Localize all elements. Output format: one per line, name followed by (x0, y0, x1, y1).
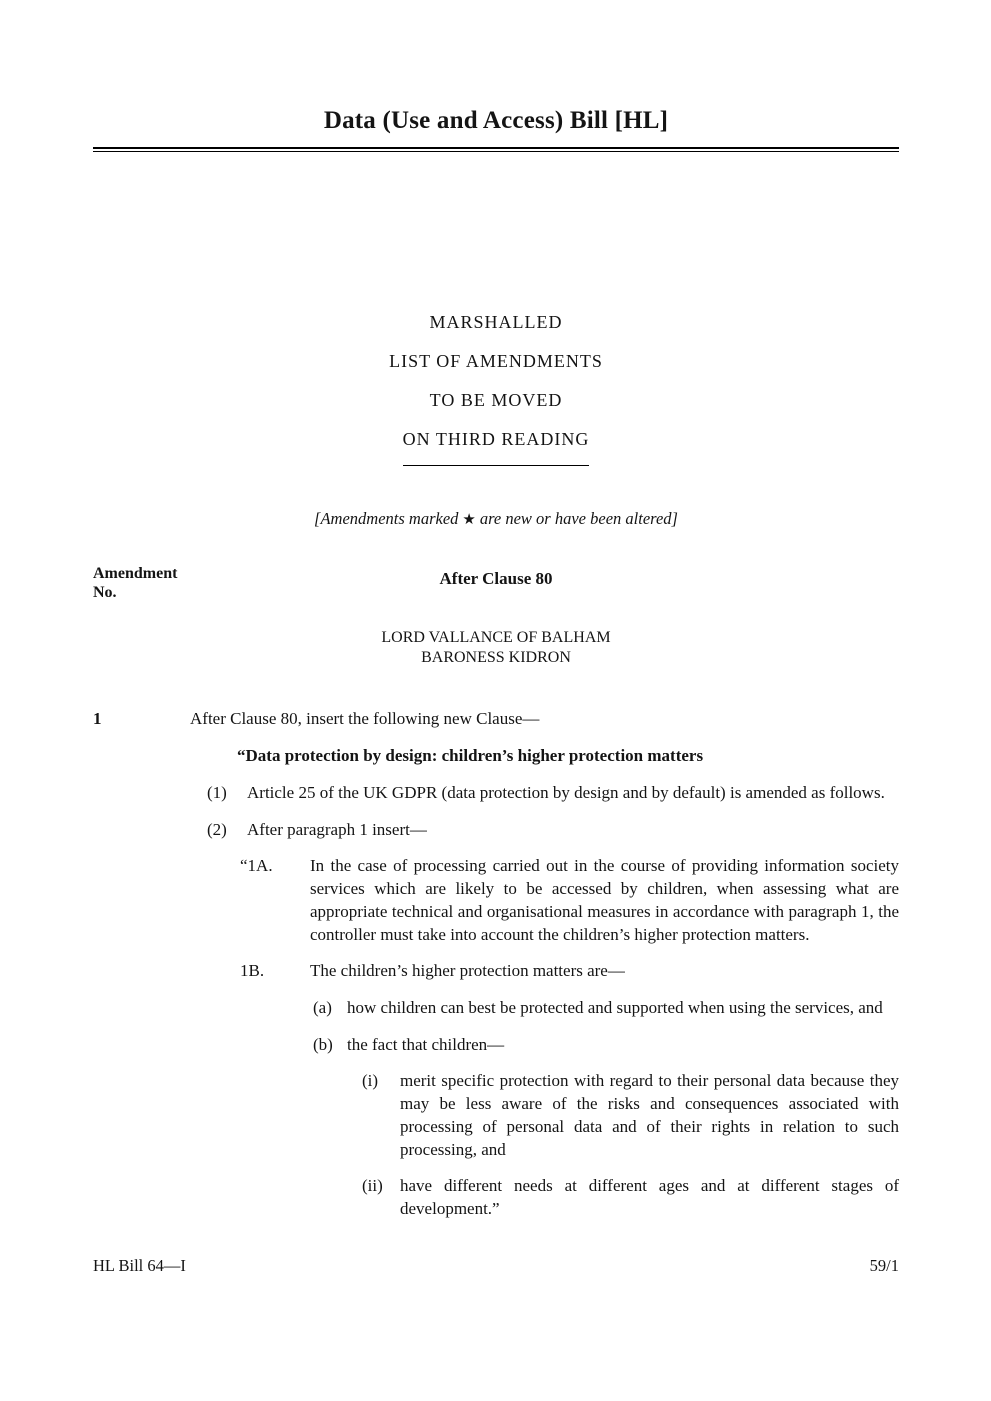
notice-text-post: are new or have been altered] (479, 509, 678, 528)
inserted-paragraph-1A (240, 854, 899, 946)
inserted-paragraph-1B (240, 959, 899, 982)
paragraph-number: “1A. (240, 856, 273, 875)
mover-name: LORD VALLANCE OF BALHAM (381, 629, 611, 646)
front-heading-line: MARSHALLED (429, 312, 563, 332)
amendment-number: 1 (93, 709, 102, 728)
page-title: Data (Use and Access) Bill [HL] (323, 107, 669, 134)
amendment-instruction: After Clause 80, insert the following new Clause— (190, 709, 540, 728)
item-a (313, 996, 899, 1019)
separator-rule (403, 465, 589, 466)
subsection-text: Article 25 of the UK GDPR (data protection by design and by default) is amended as follows. (247, 783, 885, 802)
item-number: (ii) (362, 1176, 383, 1195)
amendments-notice (93, 508, 899, 531)
amendment-no-column-label: Amendment No. (93, 565, 178, 601)
item-text: merit specific protection with regard to their personal data because they may be less aware of the risks and consequences associated with processing of personal data and of their rights in relation to such processing, and (400, 1071, 899, 1159)
paragraph-text: In the case of processing carried out in the course of providing information society services which are likely to be accessed by children, when assessing what are appropriate technical and organisational measures in accordance with paragraph 1, the controller must take into account the children’s higher protection matters. (310, 856, 899, 944)
item-number: (b) (313, 1035, 333, 1054)
item-i (362, 1069, 899, 1161)
item-text: the fact that children— (347, 1035, 505, 1054)
front-heading-line: LIST OF AMENDMENTS (389, 351, 603, 371)
item-ii (362, 1174, 899, 1220)
front-heading-line: ON THIRD READING (402, 429, 590, 449)
page-footer (93, 1254, 899, 1277)
title-rule (93, 147, 899, 152)
paragraph-number: 1B. (240, 961, 265, 980)
notice-text-pre: [Amendments marked (314, 509, 459, 528)
movers (93, 628, 899, 668)
new-clause-title: “Data protection by design: children’s higher protection matters (237, 746, 704, 765)
sheet-number: 59/1 (869, 1256, 899, 1275)
subsection-number: (1) (207, 783, 227, 802)
front-headings (93, 303, 899, 459)
subsection-number: (2) (207, 820, 227, 839)
item-text: how children can best be protected and supported when using the services, and (347, 998, 883, 1017)
amendment-1 (93, 707, 899, 1220)
paragraph-text: The children’s higher protection matters are— (310, 961, 625, 980)
front-heading-line: TO BE MOVED (429, 390, 563, 410)
subsection-text: After paragraph 1 insert— (247, 820, 427, 839)
star-icon: ★ (462, 512, 476, 528)
amendment-body (190, 707, 899, 1220)
place-heading: After Clause 80 (439, 569, 553, 588)
bill-reference: HL Bill 64—I (93, 1256, 186, 1275)
item-number: (i) (362, 1071, 379, 1090)
mover-name: BARONESS KIDRON (421, 649, 571, 666)
subsection-1 (207, 781, 899, 804)
item-number: (a) (313, 998, 332, 1017)
list-header (93, 564, 899, 606)
subsection-2 (207, 818, 899, 841)
item-b (313, 1033, 899, 1056)
item-text: have different needs at different ages and at different stages of development.” (400, 1176, 899, 1218)
